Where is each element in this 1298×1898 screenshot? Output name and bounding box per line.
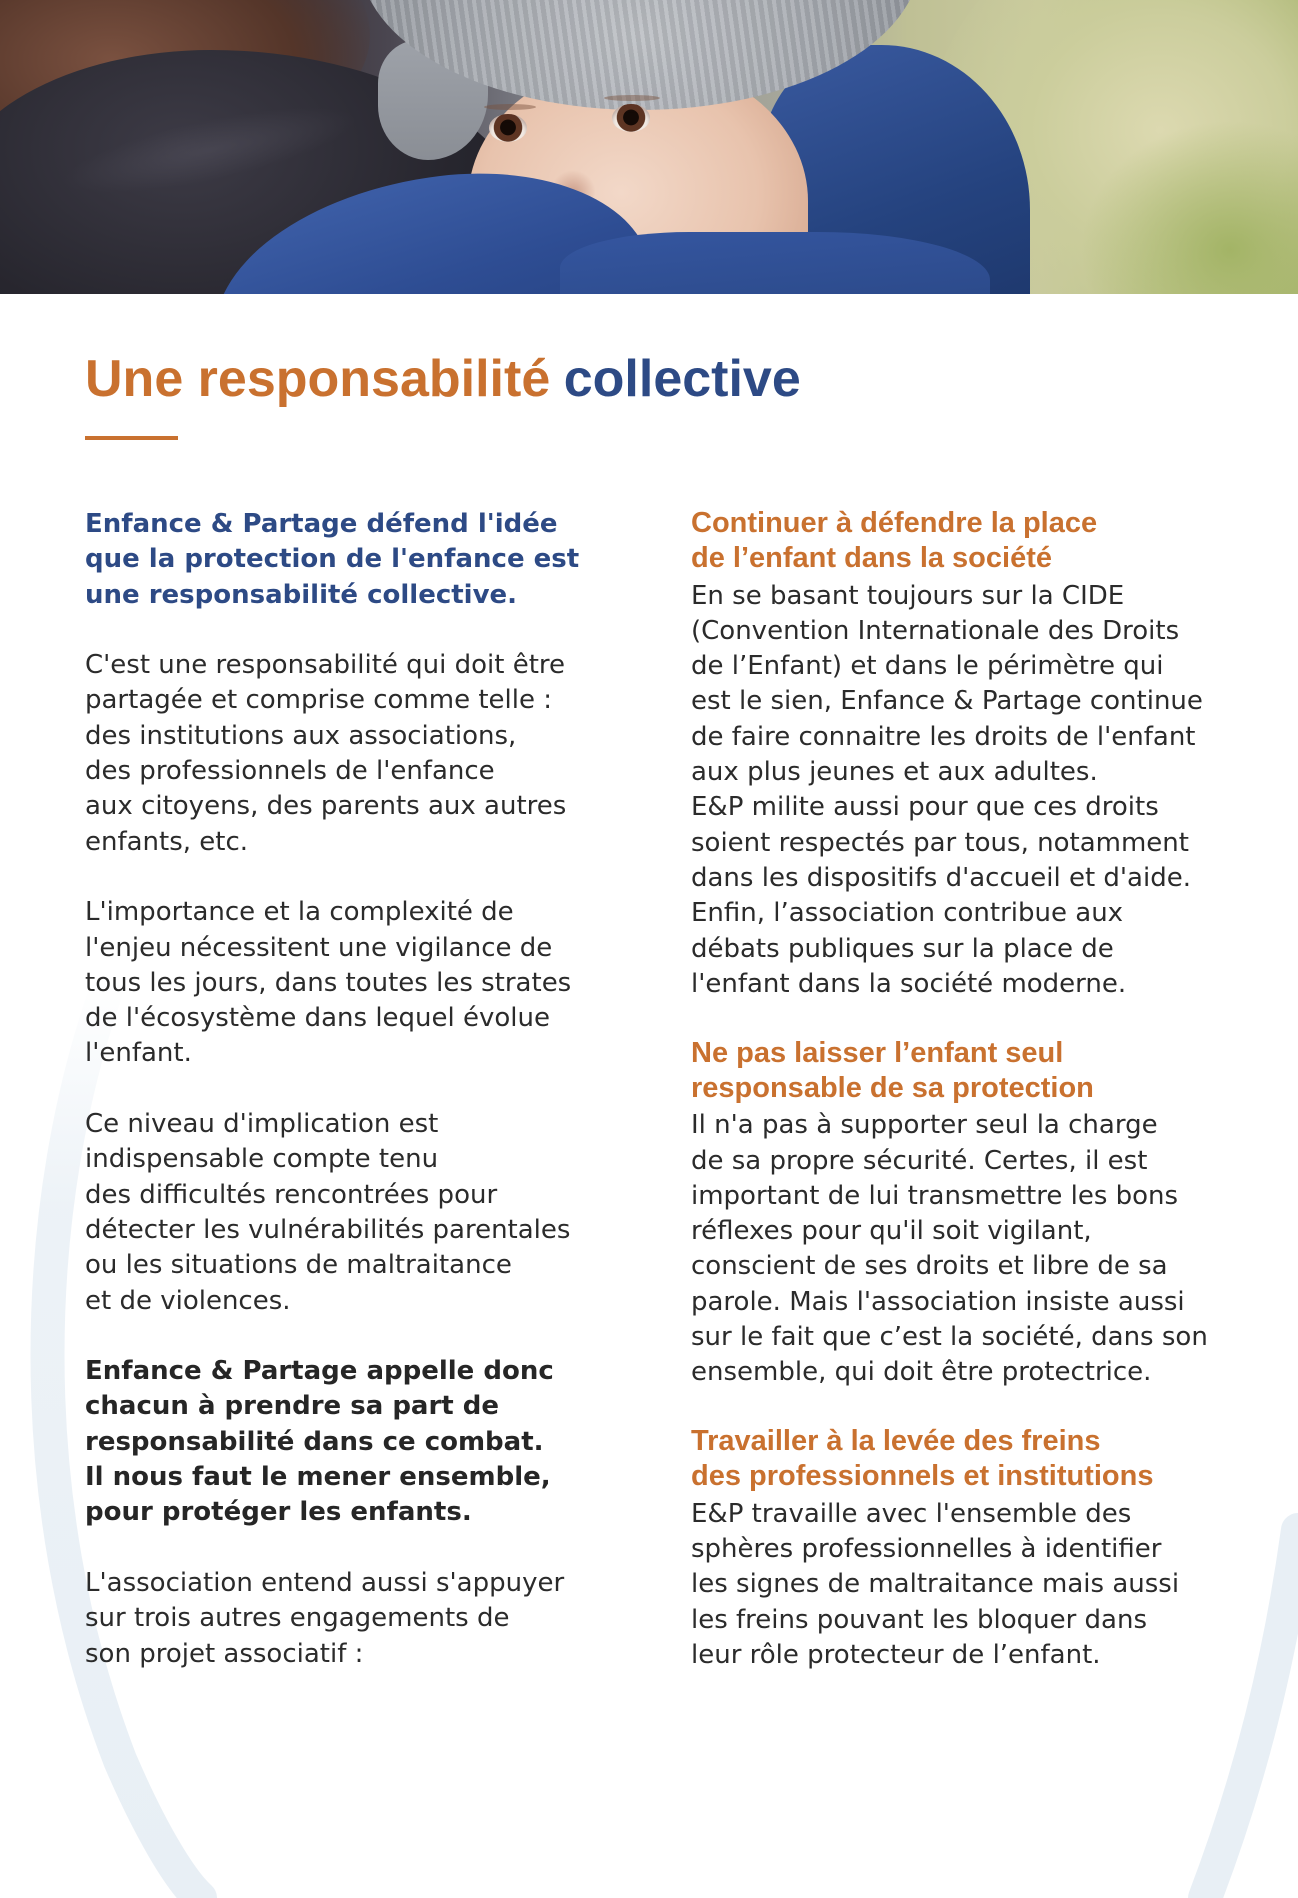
engagement-section-2 <box>691 1036 1271 1391</box>
title-underline <box>85 436 178 440</box>
title-part-blue: collective <box>563 350 801 408</box>
page-title <box>85 348 801 410</box>
photo-eyebrow-left <box>484 104 536 110</box>
section-body: E&P travaille avec l'ensemble des sphères professionnelles à identifier les signes de maltraitance mais aussi les freins pouvant les bloquer dans leur rôle protecteur de l’enfant. <box>691 1498 1180 1670</box>
section-heading: Continuer à défendre la place de l’enfant dans la société <box>691 507 1098 575</box>
call-to-action-paragraph: Enfance & Partage appelle donc chacun à prendre sa part de responsabilité dans ce combat. Il nous faut le mener ensemble, pour protéger les enfants. <box>85 1356 554 1528</box>
section-heading: Ne pas laisser l’enfant seul responsable de sa protection <box>691 1036 1094 1104</box>
photo-eye-left <box>489 114 527 142</box>
left-column <box>85 507 645 1672</box>
intro-paragraph: Enfance & Partage défend l'idée que la protection de l'enfance est une responsabilité collective. <box>85 509 580 610</box>
body-paragraph-2: L'importance et la complexité de l'enjeu nécessitent une vigilance de tous les jours, dans toutes les strates de l'écosystème dans lequel évolue l'enfant. <box>85 897 572 1069</box>
engagement-section-1 <box>691 506 1271 1002</box>
engagement-section-3 <box>691 1424 1271 1673</box>
hero-photo <box>0 0 1298 294</box>
photo-eye-right <box>612 104 650 132</box>
title-part-orange: Une responsabilité <box>85 350 551 408</box>
section-heading: Travailler à la levée des freins des professionnels et institutions <box>691 1425 1154 1493</box>
photo-eyebrow-right <box>604 95 660 101</box>
right-column <box>691 506 1271 1673</box>
section-body: En se basant toujours sur la CIDE (Convention Internationale des Droits de l’Enfant) et dans le périmètre qui est le sien, Enfance & Partage continue de faire connaitre les droits de l'enfant aux plus jeunes et aux adultes. E&P milite aussi pour que ces droits soient respectés par tous, notamment dans les dispositifs d'accueil et d'aide. Enfin, l’association contribue aux débats publiques sur la place de l'enfant dans la société moderne. <box>691 580 1203 999</box>
outro-paragraph: L'association entend aussi s'appuyer sur trois autres engagements de son projet associatif : <box>85 1567 565 1669</box>
section-body: Il n'a pas à supporter seul la charge de sa propre sécurité. Certes, il est important de lui transmettre les bons réflexes pour qu'il soit vigilant, conscient de ses droits et libre de sa parole. Mais l'association insiste aussi sur le fait que c’est la société, dans son ensemble, qui doit être protectrice. <box>691 1110 1208 1388</box>
body-paragraph-3: Ce niveau d'implication est indispensable compte tenu des difficultés rencontrées pour détecter les vulnérabilités parentales ou les situations de maltraitance et de violences. <box>85 1109 571 1316</box>
body-paragraph-1: C'est une responsabilité qui doit être partagée et comprise comme telle : des institutions aux associations, des professionnels de l'enfance aux citoyens, des parents aux autres enfants, etc. <box>85 650 567 857</box>
